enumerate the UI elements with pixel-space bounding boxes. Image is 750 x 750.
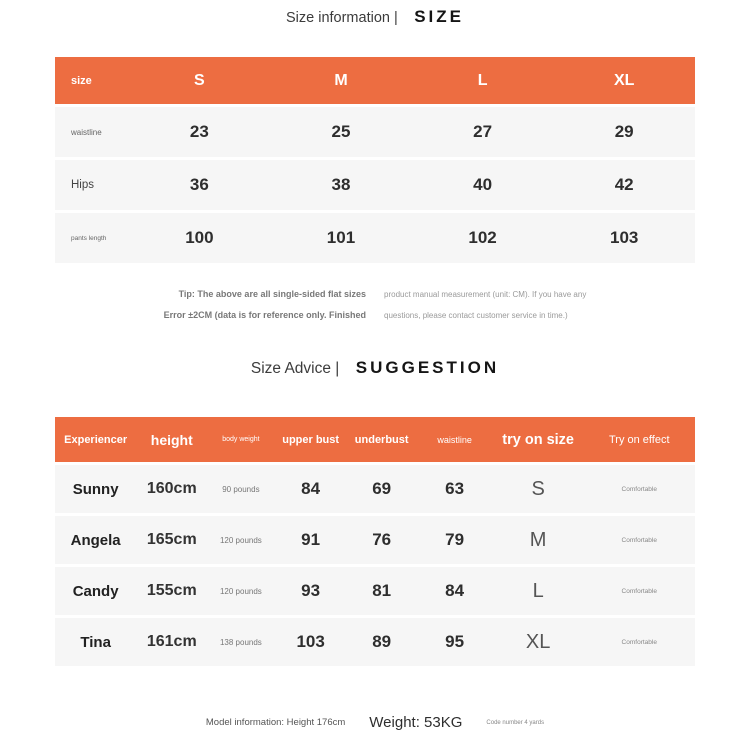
size-table-header xyxy=(55,57,695,104)
waistline-value: 84 xyxy=(445,581,465,600)
upper-bust-value: 103 xyxy=(296,632,325,651)
header-body-weight: body weight xyxy=(222,436,260,443)
cell-value: 29 xyxy=(614,122,634,141)
tip-line: Tip: The above are all single-sided flat sizes xyxy=(178,289,366,299)
model-information xyxy=(0,714,750,731)
try-on-effect-value: Comfortable xyxy=(621,485,657,493)
header-waistline: waistline xyxy=(437,434,472,445)
header-try-on-size: try on size xyxy=(502,431,574,448)
row-label-waistline: waistline xyxy=(71,127,102,137)
experiencer-name: Sunny xyxy=(72,480,119,498)
cell-value: 100 xyxy=(185,228,214,247)
experiencer-height: 161cm xyxy=(146,633,197,650)
suggestion-row-angela xyxy=(55,516,695,564)
cell-value: 103 xyxy=(609,228,639,247)
experiencer-name: Angela xyxy=(70,531,121,549)
model-weight-text: Weight: 53KG xyxy=(369,714,463,731)
upper-bust-value: 93 xyxy=(301,581,321,600)
suggestion-row-tina xyxy=(55,618,695,666)
try-on-effect-value: Comfortable xyxy=(621,587,657,595)
waistline-value: 95 xyxy=(445,632,465,651)
model-height-text: Model information: Height 176cm xyxy=(205,717,346,728)
tip-line: Error ±2CM (data is for reference only. Finished xyxy=(163,310,366,320)
experiencer-name: Tina xyxy=(80,633,111,651)
size-table-col-l: L xyxy=(477,71,488,89)
waistline-value: 63 xyxy=(445,479,465,498)
cell-value: 23 xyxy=(189,122,209,141)
suggestion-row-sunny xyxy=(55,465,695,513)
size-table-corner-label: size xyxy=(71,74,92,87)
experiencer-weight: 120 pounds xyxy=(219,586,262,596)
model-code-text: Code number 4 yards xyxy=(486,719,545,726)
tip-line: questions, please contact customer service in time.) xyxy=(384,311,568,320)
row-label-hips: Hips xyxy=(71,179,95,191)
try-on-size-value: M xyxy=(529,528,547,551)
size-table xyxy=(55,57,695,263)
try-on-size-value: S xyxy=(531,477,545,500)
cell-value: 36 xyxy=(189,175,209,194)
suggestion-table xyxy=(55,417,695,666)
size-table-row-pants-length xyxy=(55,213,695,263)
size-advice-title-plain: Size Advice | xyxy=(250,360,340,377)
tip-line: product manual measurement (unit: CM). If you have any xyxy=(384,290,587,299)
header-try-on-effect: Try on effect xyxy=(608,433,670,446)
cell-value: 101 xyxy=(326,228,356,247)
waistline-value: 79 xyxy=(445,530,465,549)
tip-left-column xyxy=(164,284,366,326)
experiencer-weight: 138 pounds xyxy=(219,637,262,647)
size-table-col-m: M xyxy=(334,71,348,89)
experiencer-weight: 90 pounds xyxy=(222,484,260,494)
size-table-row-waistline xyxy=(55,107,695,157)
try-on-effect-value: Comfortable xyxy=(621,638,657,646)
experiencer-height: 165cm xyxy=(146,531,197,548)
cell-value: 38 xyxy=(331,175,351,194)
header-underbust: underbust xyxy=(354,433,409,446)
header-height: height xyxy=(150,431,193,448)
header-upper-bust: upper bust xyxy=(282,433,340,446)
cell-value: 42 xyxy=(614,175,634,194)
upper-bust-value: 91 xyxy=(301,530,321,549)
underbust-value: 76 xyxy=(372,530,392,549)
try-on-size-value: XL xyxy=(525,630,551,653)
underbust-value: 89 xyxy=(372,632,392,651)
cell-value: 27 xyxy=(473,122,493,141)
row-label-pants-length: pants length xyxy=(71,234,107,242)
measurement-tip xyxy=(0,284,750,326)
size-table-row-hips xyxy=(55,160,695,210)
tip-right-column xyxy=(384,284,586,326)
underbust-value: 81 xyxy=(372,581,392,600)
cell-value: 102 xyxy=(468,228,497,247)
size-information-title-plain: Size information | xyxy=(285,10,398,26)
cell-value: 25 xyxy=(331,122,351,141)
size-table-col-s: S xyxy=(194,71,205,89)
experiencer-height: 160cm xyxy=(146,480,197,497)
underbust-value: 69 xyxy=(372,479,392,498)
size-information-title-caps: SIZE xyxy=(414,7,464,26)
upper-bust-value: 84 xyxy=(301,479,321,498)
try-on-size-value: L xyxy=(532,579,544,602)
cell-value: 40 xyxy=(473,175,493,194)
header-experiencer: Experiencer xyxy=(64,433,128,446)
experiencer-name: Candy xyxy=(72,582,119,600)
try-on-effect-value: Comfortable xyxy=(621,536,657,544)
experiencer-weight: 120 pounds xyxy=(219,535,262,545)
suggestion-table-header xyxy=(55,417,695,462)
size-advice-title-caps: SUGGESTION xyxy=(355,358,500,377)
suggestion-row-candy xyxy=(55,567,695,615)
size-table-col-xl: XL xyxy=(613,71,635,89)
size-information-title xyxy=(0,7,750,27)
experiencer-height: 155cm xyxy=(146,582,197,599)
size-advice-title xyxy=(0,358,750,378)
